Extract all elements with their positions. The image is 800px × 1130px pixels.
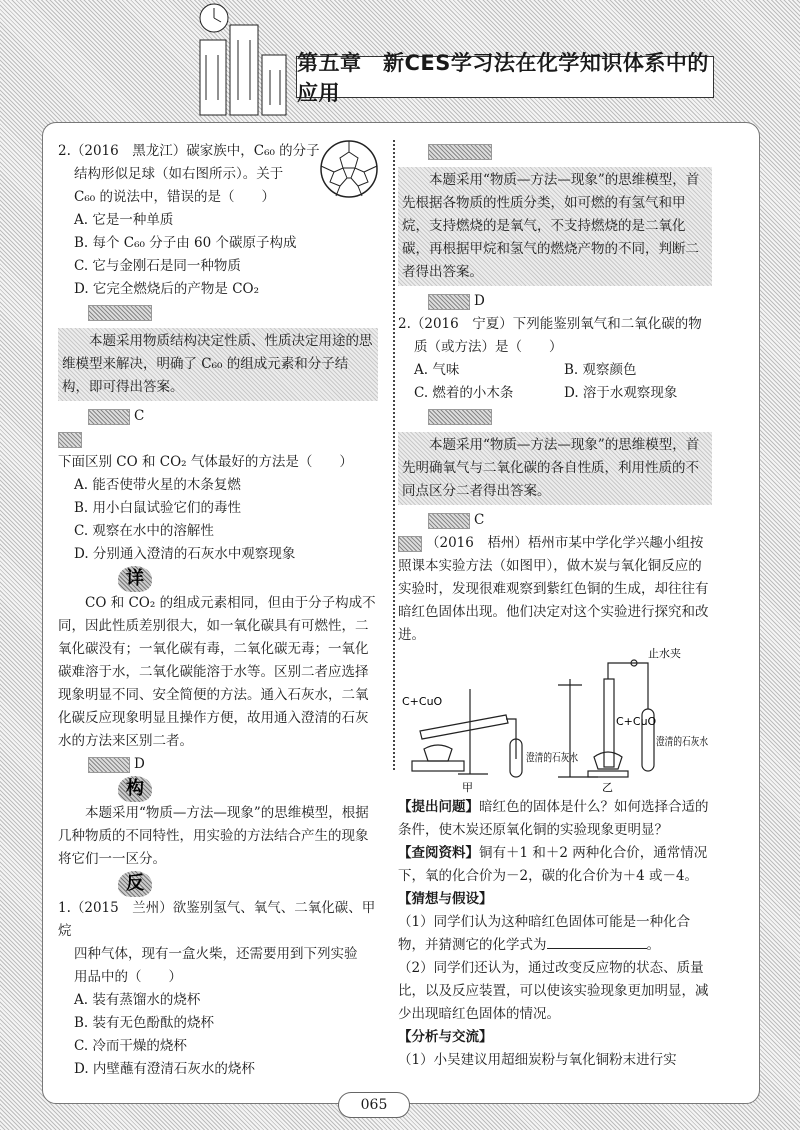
a-label: 【分析与交流】 (398, 1029, 493, 1045)
r-text: 铜有＋1 和＋2 两种化合价，通常情况下，氧的化合价为－2，碳的化合价为＋4 或－4。 (398, 845, 708, 884)
answer-tag (88, 757, 130, 773)
f1-stem-line2: 四种气体，现有一盒火柴，还需要用到下列实验 (74, 946, 358, 962)
q2-option: B. 每个 C₆₀ 分子由 60 个碳原子构成 (74, 235, 297, 251)
f2-answer: C (474, 512, 485, 528)
q2-analysis-box (58, 328, 378, 401)
example-option: A. 能否使带火星的木条复燃 (74, 477, 241, 493)
h2-text: （2）同学们还认为，通过改变反应物的状态、质量比，以及反应装置，可以使该实验现象更加明显，减少出现暗红色固体的情况。 (398, 960, 709, 1022)
column-divider (393, 140, 395, 770)
f1-stem-line1: 1.（2015 兰州）欲鉴别氢气、氧气、二氧化碳、甲烷 (58, 900, 376, 939)
f1-answer: D (474, 293, 485, 309)
q2-answer: C (134, 408, 145, 424)
caption-jia: 甲 (462, 781, 473, 794)
a1-text: （1）小吴建议用超细炭粉与氧化铜粉末进行实 (398, 1052, 677, 1068)
label-lime-a: 澄清的石灰水 (526, 751, 592, 764)
label-cuo-b: C+CuO (616, 715, 657, 728)
chapter-banner (296, 51, 714, 105)
example2-text: （2016 梧州）梧州市某中学化学兴趣小组按照课本实验方法（如图甲），做木炭与氧化铜反应的实验时，发现很难观察到紫红色铜的生成，却往往有暗红色固体出现。他们决定对这个实验进行探究和改进。 (398, 535, 709, 643)
f1-analysis-text: 本题采用“物质—方法—现象”的思维模型，首先根据各物质的性质分类，如可燃的有氢气和甲烷，支持燃烧的是氧气，不支持燃烧的是二氧化碳，再根据甲烷和氢气的燃烧产物的不同，判断二者得出答案。 (402, 172, 700, 280)
q2-option: D. 它完全燃烧后的产物是 CO₂ (74, 281, 260, 297)
analysis-tag (428, 144, 492, 160)
example-answer: D (134, 756, 145, 772)
caption-yi: 乙 (602, 781, 613, 794)
label-lime-b: 澄清的石灰水 (656, 735, 722, 748)
h1-text: （1）同学们认为这种暗红色固体可能是一种化合物，并猜测它的化学式为 (398, 914, 691, 953)
f1-option: B. 装有无色酚酞的烧杯 (74, 1015, 215, 1031)
example-option: C. 观察在水中的溶解性 (74, 523, 214, 539)
page-number: 065 (338, 1092, 410, 1118)
example-stem: 下面区别 CO 和 CO₂ 气体最好的方法是（ ） (58, 454, 353, 470)
f2-analysis-box (398, 432, 712, 505)
chapter-title: 第五章 新CES学习法在化学知识体系中的应用 (297, 51, 709, 105)
c60-molecule-figure (316, 138, 382, 200)
f2-stem-line2: 质（或方法）是（ ） (414, 339, 563, 355)
example-option: D. 分别通入澄清的石灰水中观察现象 (74, 546, 296, 562)
f2-option: D. 溶于水观察现象 (564, 385, 678, 401)
q2-stem-line3: C₆₀ 的说法中，错误的是（ ） (74, 189, 275, 205)
f2-option: B. 观察颜色 (564, 362, 637, 378)
f2-option: A. 气味 (414, 362, 460, 378)
q-label: 【提出问题】 (398, 799, 479, 815)
label-clamp: 止水夹 (648, 647, 681, 660)
left-column (58, 140, 378, 1081)
answer-tag (88, 409, 130, 425)
badge-fan: 反 (118, 871, 152, 897)
q-text: 暗红色的固体是什么？如何选择合适的条件，使木炭还原氧化铜的实验现象更明显？ (398, 799, 709, 838)
f2-options (398, 359, 712, 405)
f1-option: C. 冷而干燥的烧杯 (74, 1038, 187, 1054)
right-column: 本题采用“物质—方法—现象”的思维模型，首先根据各物质的性质分类，如可燃的有氢气和甲烷，支持燃烧的是氧气，不支持燃烧的是二氧化碳，再根据甲烷和氢气的燃烧产物的不同，判断二者得出答案。 D 2.（2016 宁夏）下列能鉴别氧气和二氧化碳的物 质（或方法）是（ ） A. 气味 B. 观察颜色 C. 燃着的小木条 D. 溶于水观察现象 本题采用“物质—方法—现象”的思维模型，首先明确氧气与二氧化碳的各自性质，利用性质的不同点区分二者得出答案。 C （2016 梧州）梧州市某中学化学兴趣小组按照课本实验方法（如图甲），做木炭与氧化铜反应的实验时，发现很难观察到紫红色铜的生成，却往往有暗红色固体出现。他们决定对这个实验进行探究和改进。 C+CuO C+CuO 澄清的石灰水 澄清的石灰水 止水夹 甲 乙 【提出问题】暗红色的固体是什么？如何选择合适的条件，使木炭还原氧化铜的实验现象更明显？ 【查阅资料】铜有＋1 和＋2 两种化合价，通常情况下，氧的化合价为－2，碳的化合价为＋4 或－4。 【猜想与假设】 （1）同学们认为这种暗红色固体可能是一种化合物，并猜测它的化学式为 。 （2）同学们还认为，通过改变反应物的状态、质量比，以及反应装置，可以使该实验现象更加明显，减少出现暗红色固体的情况。 【分析与交流】 （1）小吴建议用超细炭粉与氧化铜粉末进行实 (398, 140, 712, 1072)
answer-tag (428, 513, 470, 529)
city-clock-illustration (190, 0, 300, 115)
badge-gou: 构 (118, 776, 152, 802)
xiang-text: CO 和 CO₂ 的组成元素相同，但由于分子构成不同，因此性质差别很大，如一氧化碳具有可燃性，二氧化碳没有；一氧化碳有毒，二氧化碳无毒；一氧化碳难溶于水，二氧化碳能溶于水等。区别二者应选择现象明显不同、安全简便的方法。通入石灰水，二氧化碳反应现象明显且操作方便，故用通入澄清的石灰水的方法来区别二者。 (58, 595, 376, 749)
analysis-tag (88, 305, 152, 321)
f2-option: C. 燃着的小木条 (414, 385, 514, 401)
r-label: 【查阅资料】 (398, 845, 479, 861)
f2-stem-line1: 2.（2016 宁夏）下列能鉴别氧气和二氧化碳的物 (398, 316, 702, 332)
example-tag (58, 432, 82, 448)
q2-stem-line1: 2.（2016 黑龙江）碳家族中，C₆₀ 的分子 (58, 143, 320, 159)
label-cuo-a: C+CuO (402, 695, 443, 708)
q2-stem-line2: 结构形似足球（如右图所示）。关于 (74, 166, 284, 182)
gou-text: 本题采用“物质—方法—现象”的思维模型，根据几种物质的不同特性，用实验的方法结合产生的现象将它们一一区分。 (58, 805, 369, 867)
analysis-tag (428, 409, 492, 425)
apparatus-figure (398, 647, 722, 794)
answer-tag (428, 294, 470, 310)
f1-option: A. 装有蒸馏水的烧杯 (74, 992, 201, 1008)
example-tag (398, 536, 422, 552)
f1-stem-line3: 用品中的（ ） (74, 969, 182, 985)
badge-xiang: 详 (118, 566, 152, 592)
h-label: 【猜想与假设】 (398, 891, 493, 907)
q2-analysis-text: 本题采用物质结构决定性质、性质决定用途的思维模型来解决，明确了 C₆₀ 的组成元素和分子结构，即可得出答案。 (62, 333, 373, 395)
f1-analysis-box (398, 167, 712, 286)
f1-option: D. 内壁蘸有澄清石灰水的烧杯 (74, 1061, 255, 1077)
f2-analysis-text: 本题采用“物质—方法—现象”的思维模型，首先明确氧气与二氧化碳的各自性质，利用性质的不同点区分二者得出答案。 (402, 437, 700, 499)
q2-option: A. 它是一种单质 (74, 212, 174, 228)
example-option: B. 用小白鼠试验它们的毒性 (74, 500, 242, 516)
answer-blank[interactable] (547, 948, 647, 949)
q2-option: C. 它与金刚石是同一种物质 (74, 258, 241, 274)
